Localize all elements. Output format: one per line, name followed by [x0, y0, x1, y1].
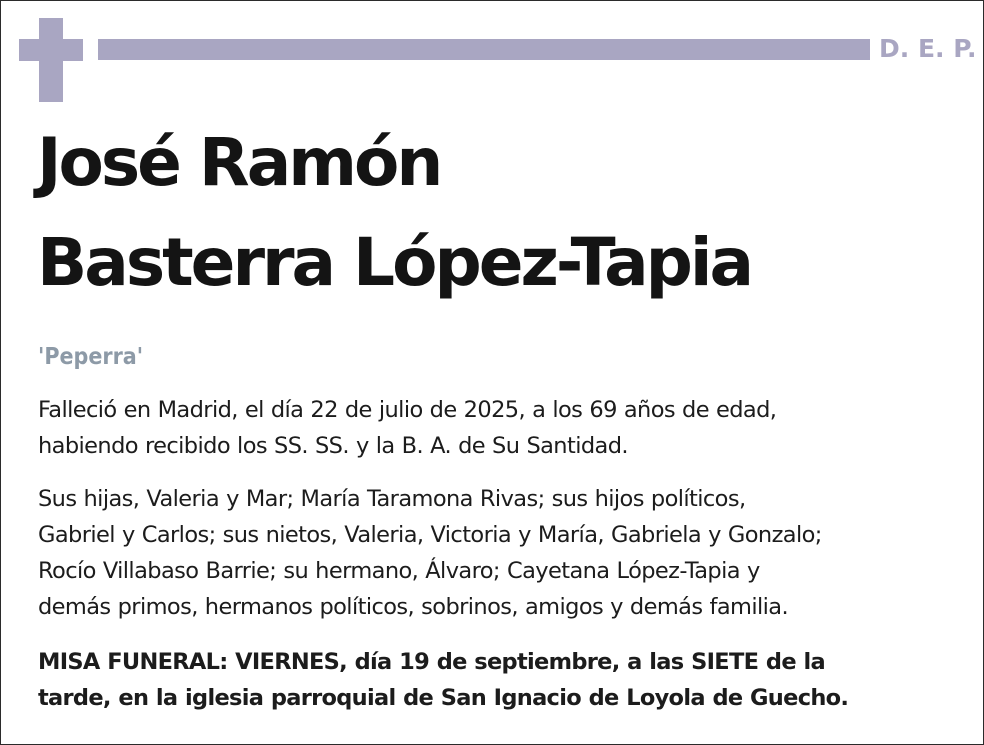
- death-paragraph: [38, 392, 958, 464]
- family-line-4: demás primos, hermanos políticos, sobrinos, amigos y demás familia.: [38, 594, 789, 620]
- death-line-2: habiendo recibido los SS. SS. y la B. A. de Su Santidad.: [38, 433, 628, 459]
- family-paragraph: [38, 481, 958, 625]
- dep-label: D. E. P.: [879, 34, 977, 63]
- cross-horizontal-bar: [19, 39, 83, 61]
- deceased-name-line-1: José Ramón: [37, 124, 441, 201]
- mass-line-2: tarde, en la iglesia parroquial de San Ignacio de Loyola de Guecho.: [38, 685, 849, 711]
- family-line-3: Rocío Villabaso Barrie; su hermano, Álvaro; Cayetana López-Tapia y: [38, 558, 760, 584]
- family-line-1: Sus hijas, Valeria y Mar; María Taramona Rivas; sus hijos políticos,: [38, 486, 746, 512]
- deceased-nickname: 'Peperra': [38, 344, 144, 370]
- deceased-name: [37, 113, 751, 313]
- family-line-2: Gabriel y Carlos; sus nietos, Valeria, Victoria y María, Gabriela y Gonzalo;: [38, 522, 822, 548]
- death-line-1: Falleció en Madrid, el día 22 de julio de 2025, a los 69 años de edad,: [38, 397, 777, 423]
- header-rule: [98, 39, 870, 60]
- deceased-name-line-2: Basterra López-Tapia: [37, 224, 752, 301]
- mass-line-1: MISA FUNERAL: VIERNES, día 19 de septiembre, a las SIETE de la: [38, 649, 826, 675]
- funeral-mass-paragraph: [38, 644, 958, 716]
